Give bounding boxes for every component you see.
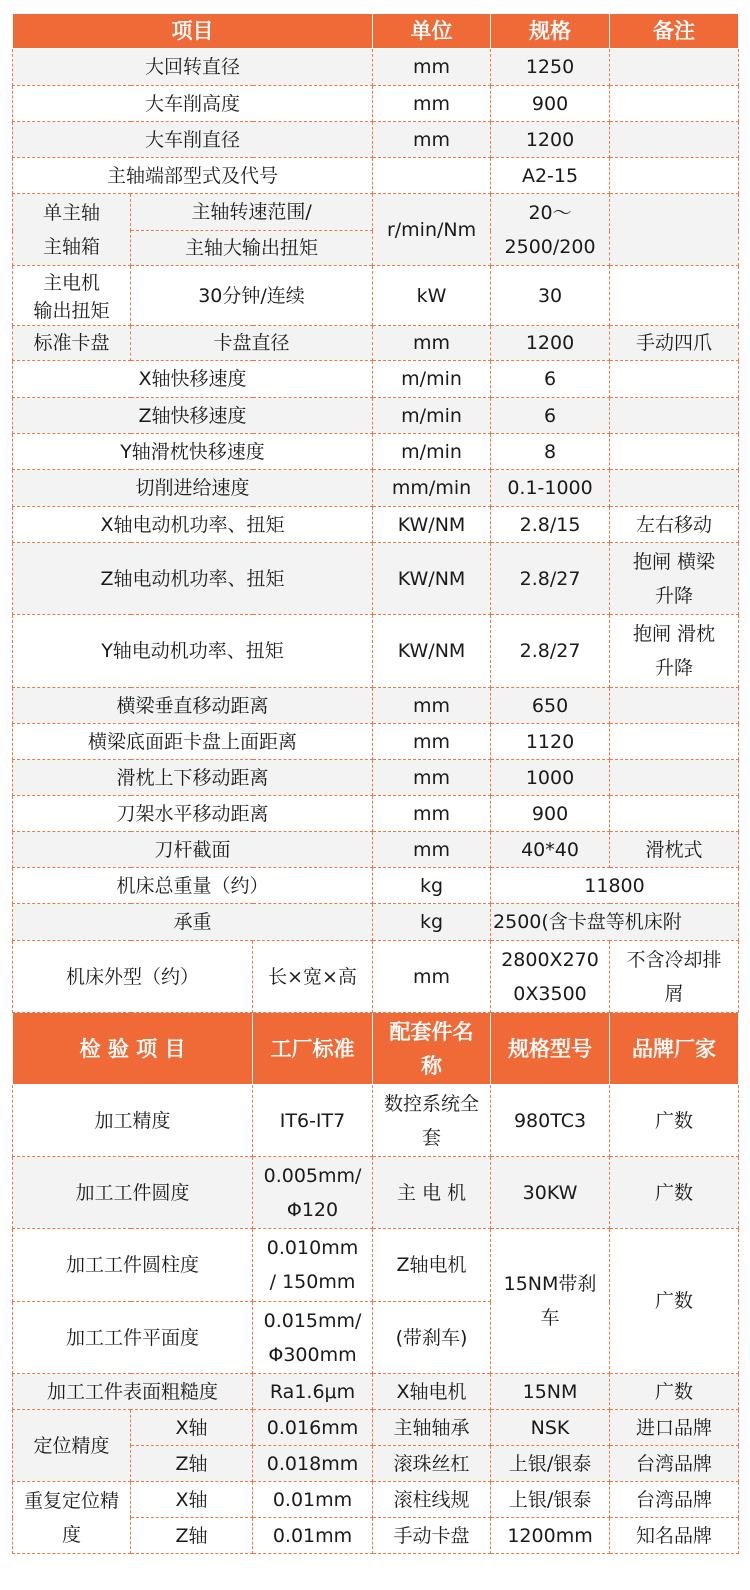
- table-row: 主轴大输出扭矩: [13, 231, 739, 266]
- table-row: 横梁垂直移动距离 mm 650: [13, 688, 739, 724]
- table-row: 加工工件圆柱度 0.010mm / 150mm Z轴电机 15NM带刹 车 广数: [13, 1229, 739, 1302]
- header-note: 备注: [610, 14, 739, 49]
- table-row: 加工工件圆度 0.005mm/ Φ120 主 电 机 30KW 广数: [13, 1157, 739, 1229]
- table-row: 加工工件平面度 0.015mm/ Φ300mm (带刹车): [13, 1302, 739, 1374]
- table-row: X轴电动机功率、扭矩 KW/NM 2.8/15 左右移动: [13, 507, 739, 543]
- table-row: X轴快移速度 m/min 6: [13, 361, 739, 398]
- table-row: Y轴电动机功率、扭矩 KW/NM 2.8/27 抱闸 滑枕 升降: [13, 615, 739, 688]
- table-row: 大车削高度 mm 900: [13, 86, 739, 122]
- table-row: 大回转直径 mm 1250: [13, 49, 739, 86]
- header-unit: 单位: [373, 14, 491, 49]
- header2-brand: 品牌厂家: [610, 1013, 739, 1085]
- table-row: 机床外型（约） 长×宽×高 mm 2800X270 0X3500 不含冷却排 屑: [13, 941, 739, 1013]
- table-row: Z轴电动机功率、扭矩 KW/NM 2.8/27 抱闸 横梁 升降: [13, 543, 739, 615]
- header2-part: 配套件名 称: [373, 1013, 491, 1085]
- table-row: 刀杆截面 mm 40*40 滑枕式: [13, 832, 739, 868]
- table-row: 大车削直径 mm 1200: [13, 122, 739, 158]
- table-row: Z轴 0.018mm 滚珠丝杠 上银/银泰 台湾品牌: [13, 1446, 739, 1482]
- table-row: 刀架水平移动距离 mm 900: [13, 796, 739, 832]
- header-item: 项目: [13, 14, 373, 49]
- table-row: 标准卡盘 卡盘直径 mm 1200 手动四爪: [13, 326, 739, 361]
- table-row: Y轴滑枕快移速度 m/min 8: [13, 434, 739, 470]
- table-row: 重复定位精 度 X轴 0.01mm 滚柱线规 上银/银泰 台湾品牌: [13, 1482, 739, 1518]
- header2-item: 检 验 项 目: [13, 1013, 253, 1085]
- table-row: 主轴端部型式及代号 A2-15: [13, 158, 739, 194]
- table-row: Z轴 0.01mm 手动卡盘 1200mm 知名品牌: [13, 1518, 739, 1554]
- table-row: 主电机 输出扭矩 30分钟/连续 kW 30: [13, 266, 739, 326]
- table-row: 机床总重量（约） kg 11800: [13, 868, 739, 904]
- table-row: 承重 kg 2500(含卡盘等机床附: [13, 904, 739, 941]
- table-row: 定位精度 X轴 0.016mm 主轴轴承 NSK 进口品牌: [13, 1410, 739, 1446]
- table-row: 加工精度 IT6-IT7 数控系统全 套 980TC3 广数: [13, 1085, 739, 1157]
- header2-model: 规格型号: [491, 1013, 610, 1085]
- table-row: 加工工件表面粗糙度 Ra1.6μm X轴电机 15NM 广数: [13, 1374, 739, 1410]
- table-row: Z轴快移速度 m/min 6: [13, 398, 739, 434]
- header2-std: 工厂标准: [253, 1013, 373, 1085]
- table-row: 切削进给速度 mm/min 0.1-1000: [13, 470, 739, 507]
- spec-table: [12, 13, 739, 1554]
- table-row: 滑枕上下移动距离 mm 1000: [13, 760, 739, 796]
- table-row: 横梁底面距卡盘上面距离 mm 1120: [13, 724, 739, 760]
- header-spec: 规格: [491, 14, 610, 49]
- table-row: 单主轴 主轴箱 主轴转速范围/ r/min/Nm 20～ 2500/200: [13, 194, 739, 231]
